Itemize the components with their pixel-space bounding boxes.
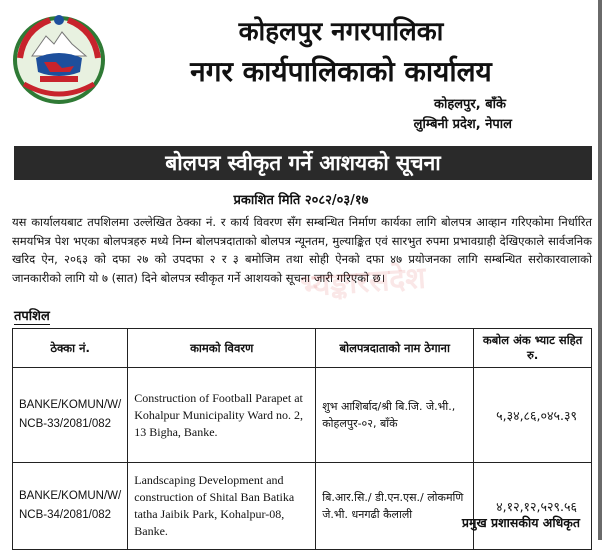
office-name: नगर कार्यपालिकाको कार्यालय bbox=[190, 55, 492, 88]
published-date: प्रकाशित मिति २०८२/०३/१७ bbox=[233, 193, 369, 208]
address-line-1: कोहलपुर, बाँके bbox=[433, 97, 506, 112]
signatory: प्रमुख प्रशासकीय अधिकृत bbox=[461, 515, 580, 530]
table-row bbox=[13, 463, 592, 550]
header-bidder: बोलपत्रदाताको नाम ठेगाना bbox=[316, 329, 474, 368]
header-description: कामको विवरण bbox=[128, 329, 316, 368]
schedule-heading: तपशिल bbox=[14, 306, 50, 325]
bidder-cell: शुभ आशिर्बाद/श्री बि.जि. जे.भी., कोहलपुर-०२, बाँके bbox=[316, 368, 474, 463]
header-contract-no: ठेक्का नं. bbox=[13, 329, 128, 368]
table-row bbox=[13, 368, 592, 463]
watermark: भ्यङ्कारसदेश bbox=[299, 260, 427, 305]
contract-no-cell: BANKE/KOMUN/W/ NCB-33/2081/082 bbox=[13, 368, 128, 463]
amount-cell: ४,१२,१२,५२९.५६ bbox=[474, 463, 592, 550]
contract-no-cell: BANKE/KOMUN/W/ NCB-34/2081/082 bbox=[13, 463, 128, 550]
header-amount: कबोल अंक भ्याट सहित रु. bbox=[474, 329, 592, 368]
table-header-row bbox=[13, 329, 592, 368]
address-line-2: लुम्बिनी प्रदेश, नेपाल bbox=[413, 117, 512, 132]
bidder-cell: बि.आर.सि./ डी.एन.एस./ लोकमणि जे.भी. धनगढी कैलाली bbox=[316, 463, 474, 550]
page-edge-divider bbox=[598, 0, 602, 540]
org-name: कोहलपुर नगरपालिका bbox=[238, 17, 444, 47]
description-cell: Construction of Football Parapet at Kohalpur Municipality Ward no. 2, 13 Bigha, Banke. bbox=[128, 368, 316, 463]
description-cell: Landscaping Development and construction of Shital Ban Batika tatha Jaibik Park, Kohalpur-08, Banke. bbox=[128, 463, 316, 550]
notice-title-banner: बोलपत्र स्वीकृत गर्ने आशयको सूचना bbox=[14, 146, 592, 180]
notice-body: यस कार्यालयबाट तपशिलमा उल्लेखित ठेक्का नं. र कार्य विवरण सँग सम्बन्धित निर्माण कार्यका लागि बोलपत्र आव्हान गरिएकोमा निर्धारित समयभित्र पेश भएका बोलपत्रहरु मध्ये निम्न बोलपत्रदाताको बोलपत्र न्यूनतम, मुल्याङ्कित एवं सारभुत रुपमा प्रभावग्राही देखिएकाले सार्वजनिक खरिद ऐन, २०६३ को दफा २७ को उपदफा २ र ३ बमोजिम तथा सोही ऐनको दफा ४७ प्रयोजनका लागि सम्बन्धित सरोकारवालाको जानकारीको लागि यो ७ (सात) दिने बोलपत्र स्वीकृत गर्ने आशयको सूचना जारी गरिएको छ। bbox=[12, 215, 592, 285]
amount-cell: ५,३४,८६,०४५.३९ bbox=[474, 368, 592, 463]
